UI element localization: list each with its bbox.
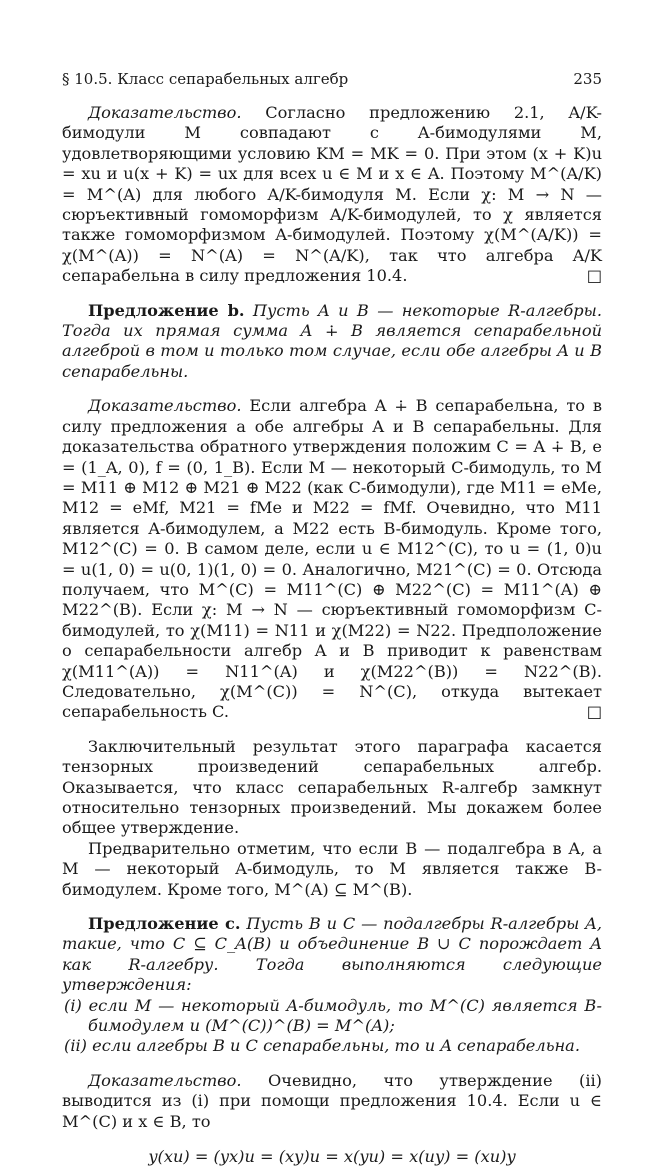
proof-paragraph-3	[62, 1071, 602, 1132]
section-title: § 10.5. Класс сепарабельных алгебр	[62, 70, 349, 88]
proposition-label: Предложение c.	[88, 914, 241, 934]
proof-text: Согласно предложению 2.1, A/K-бимодули M совпадают с A-бимодулями M, удовлетворяющими условию KM = MK = 0. При этом (x + K)u = xu и u(x + K) = ux для всех u ∈ M и x ∈ A. Поэтому M^(A/K) = M^(A) для любого A/K-бимодуля M. Если χ: M → N — сюръективный гомоморфизм A/K-бимодулей, то χ является также гомоморфизмом A-бимодулей. Поэтому χ(M^(A/K)) = χ(M^(A)) = N^(A) = N^(A/K), так что алгебра A/K сепарабельна в силу предложения 10.4.	[62, 103, 602, 286]
qed-symbol: □	[586, 266, 602, 286]
proposition-c-statement	[62, 914, 602, 996]
proof-text: Очевидно, что утверждение (ii) выводится из (i) при помощи предложения 10.4. Если u ∈ M^(C) и x ∈ B, то	[62, 1070, 602, 1131]
proposition-label: Предложение b.	[88, 300, 245, 320]
page-number: 235	[573, 70, 602, 88]
list-item: (ii) если алгебры B и C сепарабельны, то и A сепарабельна.	[64, 1036, 580, 1056]
proof-text: Если алгебра A ∔ B сепарабельна, то в силу предложения a обе алгебры A и B сепарабельны. Для доказательства обратного утверждения положим C = A ∔ B, e = (1_A, 0), f = (0, 1_B). Если M — некоторый C-бимодуль, то M = M11 ⊕ M12 ⊕ M21 ⊕ M22 (как C-бимодули), где M11 = eMe, M12 = eMf, M21 = fMe и M22 = fMf. Очевидно, что M11 является A-бимодулем, а M22 есть B-бимодуль. Кроме того, M12^(C) = 0. В самом деле, если u ∈ M12^(C), то u = (1, 0)u = u(1, 0) = u(0, 1)(1, 0) = 0. Аналогично, M21^(C) = 0. Отсюда получаем, что M^(C) = M11^(C) ⊕ M22^(C) = M11^(A) ⊕ M22^(B). Если χ: M → N — сюръективный гомоморфизм C-бимодулей, то χ(M11) = N11 и χ(M22) = N22. Предположение о сепарабельности алгебр A и B приводит к равенствам χ(M11^(A)) = N11^(A) и χ(M22^(B)) = N22^(B). Следовательно, χ(M^(C)) = N^(C), откуда вытекает сепарабельность C.	[62, 396, 602, 722]
closing-paragraph: Заключительный результат этого параграфа касается тензорных произведений сепарабельных алгебр. Оказывается, что класс сепарабельных R-алгебр замкнут относительно тензорных произведений. Мы докажем более общее утверждение.	[62, 736, 602, 838]
proof-label: Доказательство.	[88, 1070, 242, 1090]
proposition-text: Пусть A и B — некоторые R-алгебры. Тогда их прямая сумма A ∔ B является сепарабельной алгеброй в том и только том случае, если обе алгебры A и B сепарабельны.	[62, 300, 602, 381]
proof-label: Доказательство.	[88, 103, 242, 122]
proposition-c	[62, 914, 602, 1057]
proof-label: Доказательство.	[88, 396, 242, 416]
running-header	[62, 70, 602, 90]
proposition-b	[62, 301, 602, 383]
proof-paragraph-2	[62, 396, 602, 723]
proposition-text: Пусть B и C — подалгебры R-алгебры A, такие, что C ⊆ C_A(B) и объединение B ∪ C порождает A как R-алгебру. Тогда выполняются следующие утверждения:	[62, 914, 602, 995]
proof-paragraph-1	[62, 103, 602, 287]
list-item: (i) если M — некоторый A-бимодуль, то M^(C) является B-бимодулем и (M^(C))^(B) = M^(A);	[64, 995, 602, 1036]
qed-symbol: □	[586, 702, 602, 722]
preliminary-remark: Предварительно отметим, что если B — подалгебра в A, а M — некоторый A-бимодуль, то M является также B-бимодулем. Кроме того, M^(A) ⊆ M^(B).	[62, 838, 602, 899]
display-formula: y(xu) = (yx)u = (xy)u = x(yu) = x(uy) = (xu)y	[148, 1147, 516, 1167]
text-column	[62, 103, 602, 1168]
